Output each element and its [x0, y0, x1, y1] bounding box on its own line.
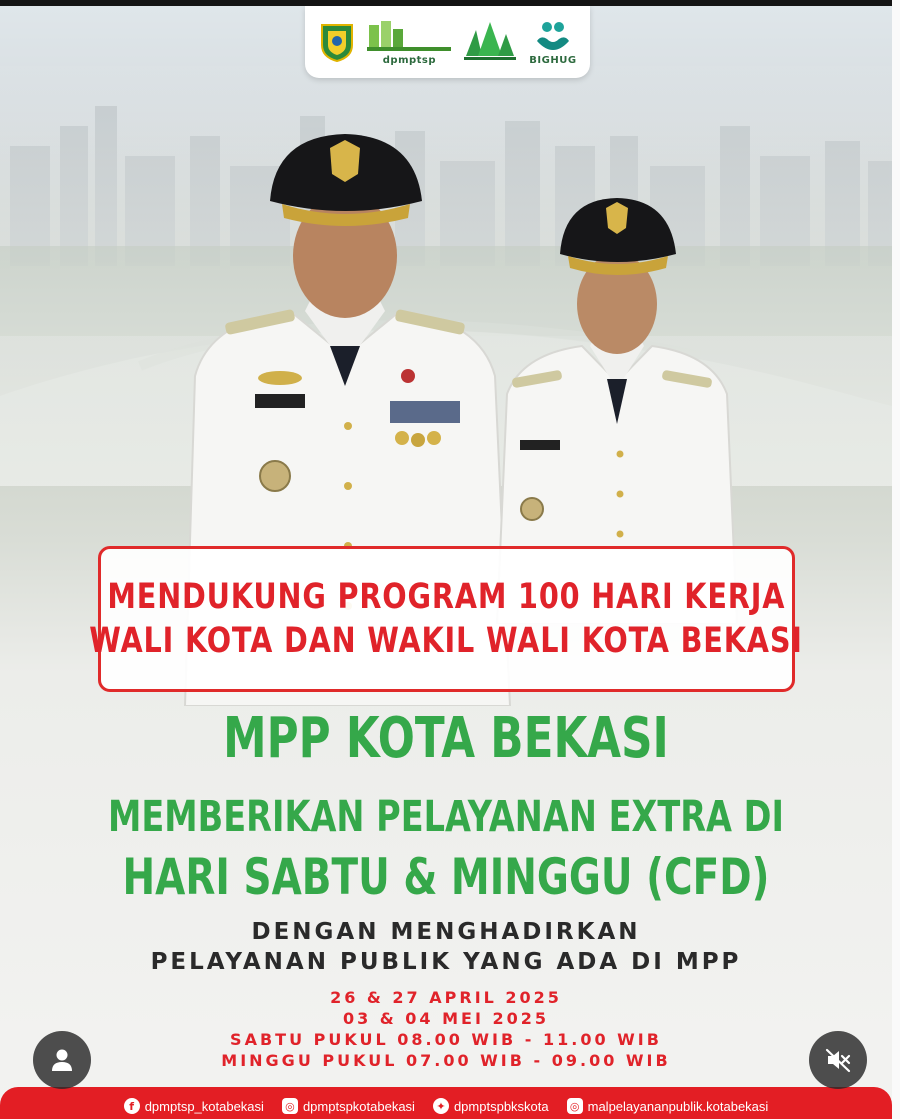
schedule-date-1: 26 & 27 APRIL 2025 — [330, 988, 562, 1007]
mute-toggle-button[interactable] — [809, 1031, 867, 1089]
headline-line-2: WALI KOTA DAN WAKIL WALI KOTA BEKASI — [89, 621, 804, 661]
mpp-logo — [462, 20, 518, 64]
headline-box — [89, 546, 804, 692]
title-line-1: MPP KOTA BEKASI — [223, 706, 669, 771]
bighug-icon — [533, 19, 573, 53]
bekasi-emblem-icon — [318, 21, 356, 63]
schedule-date-2: 03 & 04 MEI 2025 — [342, 1009, 550, 1028]
screen-edge — [892, 0, 900, 1119]
schedule-sunday: MINGGU PUKUL 07.00 WIB - 09.00 WIB — [221, 1051, 671, 1070]
twitter-handle — [433, 1098, 549, 1114]
instagram-handle-2 — [567, 1098, 769, 1114]
title-line-3: HARI SABTU & MINGGU (CFD) — [122, 848, 770, 906]
bekasi-city-emblem — [318, 21, 356, 63]
schedule-saturday: SABTU PUKUL 08.00 WIB - 11.00 WIB — [230, 1030, 662, 1049]
twitter-icon: ✦ — [433, 1098, 449, 1114]
user-icon — [49, 1047, 75, 1073]
instagram-handle — [282, 1098, 415, 1114]
partner-logos — [305, 6, 590, 78]
instagram-icon: ◎ — [567, 1098, 583, 1114]
subtitle-line-2: PELAYANAN PUBLIK YANG ADA DI MPP — [150, 949, 742, 975]
poster-image — [0, 6, 892, 1119]
facebook-label: dpmptsp_kotabekasi — [144, 1098, 264, 1114]
subtitle-line-1: DENGAN MENGHADIRKAN — [251, 919, 641, 945]
user-profile-button[interactable] — [33, 1031, 91, 1089]
dpmptsp-caption: dpmptsp — [382, 54, 437, 66]
bighug-logo — [529, 19, 576, 66]
instagram-icon: ◎ — [282, 1098, 298, 1114]
facebook-icon: f — [124, 1098, 140, 1114]
title-line-2: MEMBERIKAN PELAYANAN EXTRA DI — [108, 792, 784, 842]
instagram-label: dpmptspkotabekasi — [302, 1098, 415, 1114]
social-footer — [0, 1087, 892, 1119]
twitter-label: dpmptspbkskota — [453, 1098, 549, 1114]
muted-speaker-icon — [824, 1046, 852, 1074]
bighug-caption: BIGHUG — [529, 54, 577, 66]
dpmptsp-logo — [367, 19, 451, 66]
instagram2-label: malpelayananpublik.kotabekasi — [587, 1098, 769, 1114]
headline-line-1: MENDUKUNG PROGRAM 100 HARI KERJA — [107, 577, 786, 617]
mpp-building-icon — [462, 20, 518, 64]
facebook-handle — [124, 1098, 264, 1114]
dpmptsp-icon — [367, 19, 451, 53]
